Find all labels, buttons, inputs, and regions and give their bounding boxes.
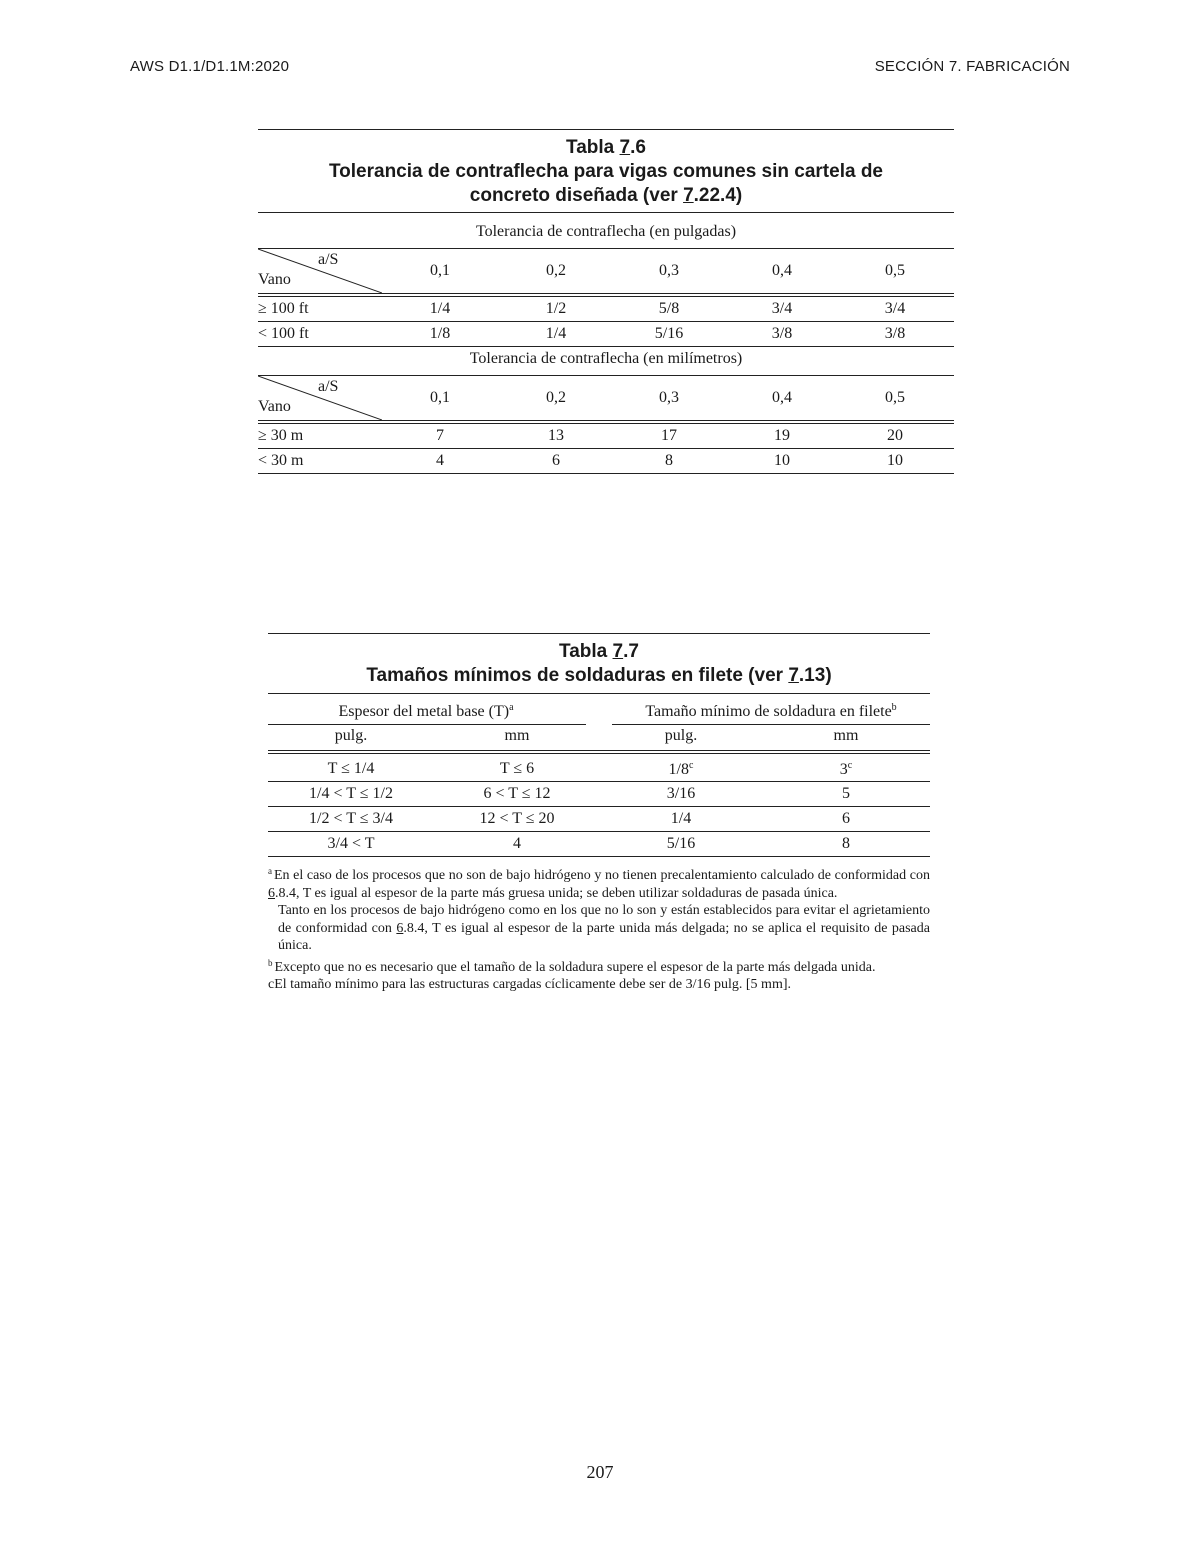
page-number: 207 [586, 1462, 614, 1482]
col-header: 0,5 [885, 262, 905, 279]
cell: 12 < T ≤ 20 [479, 810, 555, 827]
table-row [268, 807, 930, 831]
cell: 20 [887, 427, 903, 444]
row-label: < 100 ft [258, 325, 309, 342]
cell: 5/16 [654, 325, 684, 342]
cell: 1/2 < T ≤ 3/4 [309, 810, 393, 827]
cell: 5/16 [666, 835, 696, 852]
corner-label-as: a/S [318, 251, 339, 268]
cell: 1/4 [670, 810, 692, 827]
table-7-7-subtitle: Tamaños mínimos de soldaduras en filete (ver 7.13) [366, 665, 832, 686]
cell: 3/4 [771, 300, 793, 317]
cell: 19 [774, 427, 790, 444]
unit-label: mm [833, 727, 859, 744]
cell: 10 [774, 452, 790, 469]
unit-label: mm [504, 727, 530, 744]
table-row [258, 297, 954, 321]
cell: 6 [842, 810, 850, 827]
cell: 6 [552, 452, 560, 469]
cell: 10 [887, 452, 903, 469]
running-header-right: SECCIÓN 7. FABRICACIÓN [874, 58, 1070, 75]
col-header: 0,4 [772, 262, 792, 279]
col-header: 0,2 [546, 262, 566, 279]
table-row [258, 424, 954, 448]
cell: 3/16 [666, 785, 696, 802]
cell: 1/2 [545, 300, 567, 317]
col-header: 0,2 [546, 389, 566, 406]
footnote-c: cEl tamaño mínimo para las estructuras cargadas cíclicamente debe ser de 3/16 pulg. [5 mm]. [268, 977, 791, 992]
table-7-7 [268, 633, 930, 994]
cell: 5 [842, 785, 850, 802]
corner-label-vano: Vano [258, 398, 291, 415]
table-7-6-title: Tabla 7.6 [566, 137, 646, 158]
group-header-weld-size: Tamaño mínimo de soldadura en filete$^b$ [645, 702, 897, 720]
footnote-a-continued: Tanto en los procesos de bajo hidrógeno como en los que no lo son y están establecidos para evitar el agrietamiento de conformidad con 6.8.4, T es igual al espesor de la parte unida más delgada; no se aplica el requisito de pasada única. [278, 903, 930, 953]
cell: 3/4 < T [327, 835, 375, 852]
unit-label: pulg. [664, 727, 698, 744]
col-header: 0,3 [659, 389, 679, 406]
row-label: < 30 m [258, 452, 304, 469]
cell: 13 [548, 427, 564, 444]
cell: 6 < T ≤ 12 [483, 785, 551, 802]
cell: 17 [661, 427, 677, 444]
group-header-thickness: Espesor del metal base $(T)^a$ [338, 702, 514, 720]
col-header: 0,3 [659, 262, 679, 279]
cell: 4 [513, 835, 521, 852]
cell: 7 [436, 427, 444, 444]
row-label: ≥ 30 m [258, 427, 304, 444]
cell: 3/8 [771, 325, 793, 342]
cell: T ≤ 1/4 [327, 760, 375, 777]
col-header: 0,5 [885, 389, 905, 406]
section-label-inches: Tolerancia de contraflecha (en pulgadas) [475, 223, 737, 240]
group-header-row [268, 694, 930, 724]
cell: 5/8 [658, 300, 680, 317]
cell: 8 [665, 452, 673, 469]
cell: 1/4 [429, 300, 451, 317]
table-row [258, 449, 954, 473]
table-row [268, 832, 930, 856]
corner-label-as: a/S [318, 378, 339, 395]
cell: 8 [842, 835, 850, 852]
header-row-inches [258, 249, 954, 293]
cell: 3$^c$ [839, 760, 853, 778]
cell: 3/8 [884, 325, 906, 342]
table-7-7-title: Tabla 7.7 [559, 641, 639, 662]
col-header: 0,1 [430, 262, 450, 279]
units-row [268, 724, 930, 748]
table-7-6-subtitle-line2: concreto diseñada (ver 7.22.4) [469, 185, 743, 206]
row-label: ≥ 100 ft [258, 300, 309, 317]
cell: 1/4 [545, 325, 567, 342]
cell: 4 [436, 452, 444, 469]
table-row [268, 782, 930, 806]
col-header: 0,4 [772, 389, 792, 406]
section-label-millimeters: Tolerancia de contraflecha (en milímetros) [469, 350, 743, 367]
table-row [268, 757, 930, 781]
footnote-a: $^a$ En el caso de los procesos que no son de bajo hidrógeno y no tienen precalentamiento calculado de conformidad con 6.8.4, T es igual al espesor de la parte más gruesa unida; se deben utilizar soldaduras de pasada única. [268, 866, 930, 901]
cell: 3/4 [884, 300, 906, 317]
unit-label: pulg. [334, 727, 368, 744]
col-header: 0,1 [430, 389, 450, 406]
table-row [258, 322, 954, 346]
cell: 1/8 [429, 325, 451, 342]
table-7-6 [258, 129, 954, 474]
header-row-millimeters [258, 376, 954, 420]
cell: T ≤ 6 [499, 760, 535, 777]
corner-label-vano: Vano [258, 271, 291, 288]
cell: 1/8$^c$ [668, 760, 694, 778]
table-7-7-footnotes [268, 863, 930, 994]
table-7-6-subtitle-line1: Tolerancia de contraflecha para vigas comunes sin cartela de [328, 161, 884, 182]
footnote-b: $^b$ Excepto que no es necesario que el tamaño de la soldadura supere el espesor de la parte más delgada unida. [268, 957, 876, 975]
running-header-left: AWS D1.1/D1.1M:2020 [130, 58, 290, 75]
cell: 1/4 < T ≤ 1/2 [309, 785, 393, 802]
